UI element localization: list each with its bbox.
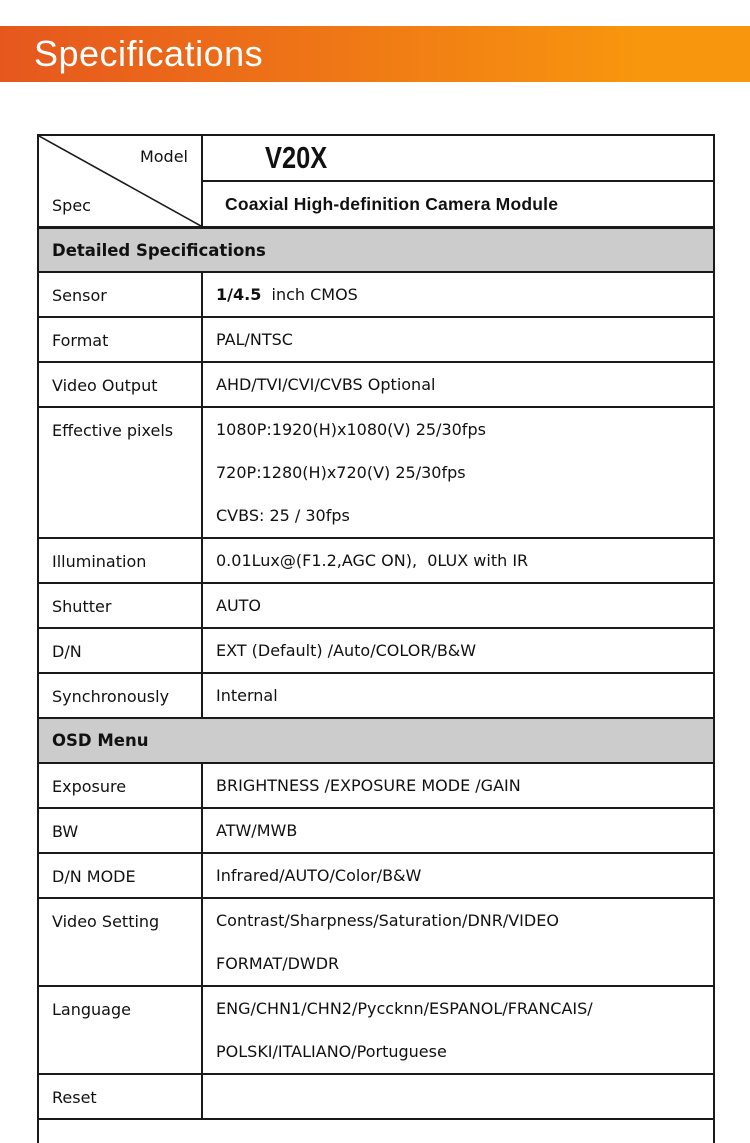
table-row: [39, 271, 713, 316]
row-value: PAL/NTSC: [216, 330, 293, 349]
row-label: D/N MODE: [39, 854, 203, 897]
section-row: [39, 717, 713, 762]
row-value: ENG/CHN1/CHN2/Pyccknn/ESPANOL/FRANCAIS/ POLSKI/ITALIANO/Portuguese: [216, 999, 593, 1061]
table-row: [39, 1073, 713, 1118]
model-number: V20X: [265, 140, 328, 175]
page-title: Specifications: [34, 33, 264, 74]
row-label: Video Setting: [39, 899, 203, 985]
table-header: [39, 136, 713, 226]
row-value: Internal: [216, 686, 278, 705]
subtitle-cell: [203, 182, 713, 226]
row-value: AHD/TVI/CVI/CVBS Optional: [216, 375, 436, 394]
table-row: [39, 985, 713, 1073]
row-label: BW: [39, 809, 203, 852]
row-value: 1080P:1920(H)x1080(V) 25/30fps 720P:1280(H)x720(V) 25/30fps CVBS: 25 / 30fps: [216, 420, 486, 525]
row-value: Contrast/Sharpness/Saturation/DNR/VIDEO FORMAT/DWDR: [216, 911, 559, 973]
table-row: [39, 316, 713, 361]
row-label: Shutter: [39, 584, 203, 627]
table-row: [39, 361, 713, 406]
table-row: [39, 582, 713, 627]
table-row: [39, 537, 713, 582]
row-value: BRIGHTNESS /EXPOSURE MODE /GAIN: [216, 776, 521, 795]
section-row: [39, 226, 713, 271]
row-label: Language: [39, 987, 203, 1073]
row-value: 0.01Lux@(F1.2,AGC ON), 0LUX with IR: [216, 551, 529, 570]
row-value: AUTO: [216, 596, 262, 615]
footer-bar: [39, 1118, 713, 1143]
product-subtitle: Coaxial High-definition Camera Module: [225, 193, 559, 214]
table-row: [39, 852, 713, 897]
table-row: [39, 406, 713, 537]
table-row: [39, 627, 713, 672]
row-label: Effective pixels: [39, 408, 203, 537]
section-title: Detailed Specifications: [52, 240, 266, 260]
row-value: ATW/MWB: [216, 821, 298, 840]
model-label: Model: [139, 147, 188, 166]
model-value-cell: [203, 136, 713, 182]
row-label: Reset: [39, 1075, 203, 1118]
model-spec-cell: [39, 136, 203, 226]
row-label: Sensor: [39, 273, 203, 316]
row-value: 1/4.5 inch CMOS: [216, 285, 358, 304]
row-label: Format: [39, 318, 203, 361]
table-row: [39, 897, 713, 985]
table-row: [39, 672, 713, 717]
row-label: Exposure: [39, 764, 203, 807]
section-title: OSD Menu: [52, 731, 149, 750]
spec-rows: [39, 226, 713, 1118]
row-value: EXT (Default) /Auto/COLOR/B&W: [216, 641, 477, 660]
row-label: Synchronously: [39, 674, 203, 717]
row-value: [203, 1075, 713, 1118]
spec-label: Spec: [52, 196, 91, 215]
table-row: [39, 807, 713, 852]
title-banner: [0, 26, 750, 82]
row-label: Video Output: [39, 363, 203, 406]
row-label: Illumination: [39, 539, 203, 582]
row-label: D/N: [39, 629, 203, 672]
table-row: [39, 762, 713, 807]
spec-table: [37, 134, 715, 1143]
row-value: Infrared/AUTO/Color/B&W: [216, 866, 422, 885]
